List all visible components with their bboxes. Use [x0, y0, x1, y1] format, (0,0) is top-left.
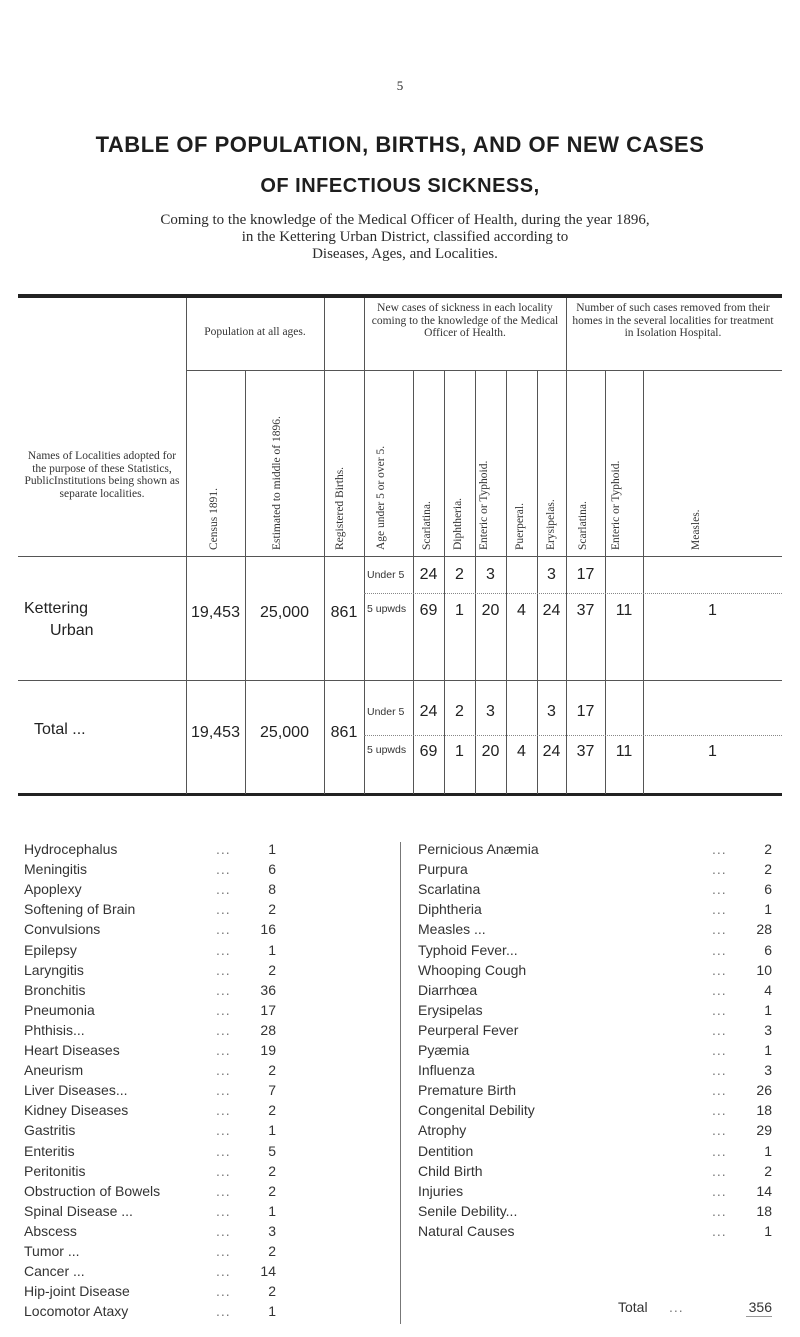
dot-leader: ...	[216, 941, 231, 958]
cause-count: 2	[268, 1102, 276, 1119]
cause-row	[24, 982, 276, 1002]
dot-leader: ...	[712, 981, 727, 998]
cause-name: Typhoid Fever...	[418, 941, 518, 958]
cause-count: 1	[268, 941, 276, 958]
cause-row	[418, 1183, 772, 1203]
cause-count: 2	[764, 861, 772, 878]
locality-name: Total ...	[34, 721, 86, 738]
cause-row	[418, 881, 772, 901]
cause-row	[418, 962, 772, 982]
cases-value: 24	[419, 703, 438, 720]
dot-leader: ...	[216, 1122, 231, 1139]
removed-value: 17	[576, 566, 595, 583]
census-value: 19,453	[191, 724, 240, 741]
cause-name: Hip-joint Disease	[24, 1283, 130, 1300]
cause-count: 36	[260, 981, 276, 998]
cause-row	[418, 1062, 772, 1082]
cause-row	[24, 1183, 276, 1203]
removed-value: 37	[576, 602, 595, 619]
population-group-header: Population at all ages.	[204, 326, 306, 338]
cause-row	[24, 921, 276, 941]
cause-row	[24, 861, 276, 881]
dot-leader: ...	[712, 841, 727, 857]
cause-name: Phthisis...	[24, 1021, 85, 1038]
age-group-label: 5 upwds	[367, 744, 407, 756]
table-top-rule	[18, 294, 782, 298]
cause-count: 26	[756, 1082, 772, 1099]
age-group-label: Under 5	[367, 569, 405, 581]
cause-row	[24, 881, 276, 901]
cause-count: 8	[268, 881, 276, 898]
cause-count: 7	[268, 1082, 276, 1099]
cause-name: Gastritis	[24, 1122, 76, 1139]
cause-name: Obstruction of Bowels	[24, 1182, 161, 1199]
cause-row	[24, 1303, 276, 1323]
removed-enteric-column-header: Enteric or Typhoid.	[610, 460, 622, 550]
estimated-value: 25,000	[260, 724, 309, 741]
census-value: 19,453	[191, 604, 240, 621]
cause-row	[418, 1122, 772, 1142]
cause-row	[418, 921, 772, 941]
cause-name: Premature Birth	[418, 1082, 517, 1099]
cause-count: 10	[756, 961, 772, 978]
dot-leader: ...	[712, 1182, 727, 1199]
dot-leader: ...	[712, 1162, 727, 1179]
cases-value: 3	[547, 566, 556, 583]
dot-leader: ...	[216, 1102, 231, 1119]
cases-value: 69	[419, 602, 438, 619]
cases-value: 1	[455, 602, 464, 619]
diphtheria-column-header: Diphtheria.	[452, 497, 464, 550]
new-cases-group-header: New cases of sickness in each locality coming to the knowledge of the Medical Officer of Health.	[371, 302, 559, 339]
cause-row	[24, 1163, 276, 1183]
cause-count: 3	[764, 1021, 772, 1038]
estimated-column-header: Estimated to middle of 1896.	[271, 416, 283, 550]
cause-row	[24, 1223, 276, 1243]
cause-name: Epilepsy	[24, 941, 77, 958]
cause-count: 6	[764, 881, 772, 898]
cause-row	[418, 1082, 772, 1102]
total-label: Total	[618, 1299, 648, 1315]
dot-leader: ...	[216, 1042, 231, 1058]
removed-value: 1	[708, 602, 717, 619]
dot-leader: ...	[216, 1202, 231, 1219]
cause-row	[418, 1223, 772, 1243]
total-underline	[746, 1316, 772, 1317]
cause-count: 2	[268, 1243, 276, 1259]
cause-name: Cancer ...	[24, 1263, 85, 1280]
col-divider	[324, 298, 325, 794]
dot-leader: ...	[712, 861, 727, 878]
header-divider	[186, 370, 782, 371]
cases-value: 3	[486, 703, 495, 720]
dot-leader: ...	[216, 1082, 231, 1099]
dot-leader: ...	[712, 1082, 727, 1099]
cause-count: 5	[268, 1142, 276, 1159]
cause-count: 2	[764, 841, 772, 857]
intro-paragraph	[30, 212, 780, 263]
births-column-header: Registered Births.	[334, 466, 346, 550]
cause-name: Abscess	[24, 1222, 77, 1239]
cause-row	[418, 901, 772, 921]
dot-leader: ...	[712, 1001, 727, 1018]
cause-row	[24, 1062, 276, 1082]
cause-count: 29	[756, 1122, 772, 1139]
dot-leader: ...	[216, 961, 231, 978]
dot-leader: ...	[216, 1263, 231, 1280]
cause-name: Hydrocephalus	[24, 841, 118, 857]
cause-count: 18	[756, 1102, 772, 1119]
cause-count: 1	[764, 1142, 772, 1159]
cause-name: Injuries	[418, 1182, 464, 1199]
cause-name: Influenza	[418, 1062, 475, 1079]
cause-name: Purpura	[418, 861, 468, 878]
cause-row	[418, 1102, 772, 1122]
cause-row	[24, 1002, 276, 1022]
erysipelas-column-header: Erysipelas.	[545, 499, 557, 550]
cause-count: 19	[260, 1042, 276, 1058]
col-divider	[605, 370, 606, 794]
cause-count: 1	[268, 1122, 276, 1139]
cause-name: Bronchitis	[24, 981, 86, 998]
cause-count: 2	[268, 901, 276, 918]
dot-leader: ...	[216, 1303, 231, 1320]
dot-leader: ...	[216, 1182, 231, 1199]
dot-leader: ...	[216, 981, 231, 998]
cause-row	[418, 841, 772, 861]
list-divider	[400, 842, 401, 1324]
cause-name: Diphtheria	[418, 901, 482, 918]
page-number: 5	[396, 78, 404, 93]
intro-line: Diseases, Ages, and Localities.	[312, 246, 498, 262]
removed-value: 11	[615, 602, 633, 619]
cause-name: Heart Diseases	[24, 1042, 120, 1058]
births-value: 861	[330, 604, 358, 621]
cause-count: 2	[764, 1162, 772, 1179]
cause-count: 1	[764, 1222, 772, 1239]
scarlatina-column-header: Scarlatina.	[421, 501, 433, 550]
cause-row	[418, 861, 772, 881]
cause-count: 28	[260, 1021, 276, 1038]
cases-value: 3	[486, 566, 495, 583]
cause-count: 4	[764, 981, 772, 998]
dot-leader: ...	[216, 861, 231, 878]
cause-count: 6	[268, 861, 276, 878]
cause-name: Locomotor Ataxy	[24, 1303, 129, 1320]
cause-row	[24, 1263, 276, 1283]
cause-name: Whooping Cough	[418, 961, 527, 978]
cause-count: 28	[756, 921, 772, 938]
cause-name: Pneumonia	[24, 1001, 95, 1018]
dot-leader: ...	[216, 1283, 231, 1300]
cause-name: Meningitis	[24, 861, 88, 878]
dot-leader: ...	[712, 901, 727, 918]
enteric-column-header: Enteric or Typhoid.	[478, 460, 490, 550]
removed-group-header: Number of such cases removed from their homes in the several localities for treatment in Isolation Hospital.	[572, 302, 774, 339]
dot-leader: ...	[216, 901, 231, 918]
cause-name: Enteritis	[24, 1142, 75, 1159]
sub-row-divider	[364, 735, 782, 736]
dot-leader: ...	[712, 1042, 727, 1058]
cause-name: Aneurism	[24, 1062, 84, 1079]
sub-row-divider	[364, 593, 782, 594]
cause-name: Natural Causes	[418, 1222, 515, 1239]
cases-value: 4	[517, 602, 526, 619]
cause-name: Dentition	[418, 1142, 474, 1159]
cause-name: Kidney Diseases	[24, 1102, 129, 1119]
removed-scarlatina-column-header: Scarlatina.	[577, 501, 589, 550]
header-bottom-rule	[18, 556, 782, 557]
cause-row	[24, 1082, 276, 1102]
cause-row	[24, 1042, 276, 1062]
locality-name: Kettering	[24, 600, 89, 617]
cause-count: 2	[268, 1182, 276, 1199]
cause-name: Erysipelas	[418, 1001, 483, 1018]
cause-count: 2	[268, 1283, 276, 1300]
cause-count: 2	[268, 1162, 276, 1179]
cause-name: Child Birth	[418, 1162, 483, 1179]
dot-leader: ...	[216, 1001, 231, 1018]
dot-leader: ...	[216, 1222, 231, 1239]
cause-row	[24, 1283, 276, 1303]
cause-row	[418, 1042, 772, 1062]
dot-leader: ...	[216, 841, 231, 857]
cause-name: Tumor ...	[24, 1243, 80, 1259]
cause-count: 3	[764, 1062, 772, 1079]
dot-leader: ...	[712, 1122, 727, 1139]
cause-count: 1	[268, 1202, 276, 1219]
cause-row	[24, 962, 276, 982]
cause-name: Spinal Disease ...	[24, 1202, 133, 1219]
page-title: TABLE OF POPULATION, BIRTHS, AND OF NEW CASES	[95, 132, 705, 157]
row-divider	[18, 680, 782, 681]
cause-name: Pernicious Anæmia	[418, 841, 539, 857]
estimated-value: 25,000	[260, 604, 309, 621]
cause-row	[24, 901, 276, 921]
cause-row	[418, 1163, 772, 1183]
cause-count: 17	[260, 1001, 276, 1018]
col-divider	[643, 370, 644, 794]
dot-leader: ...	[216, 1142, 231, 1159]
cases-value: 20	[481, 743, 500, 760]
cause-name: Laryngitis	[24, 961, 84, 978]
cause-name: Peritonitis	[24, 1162, 86, 1179]
cause-row	[24, 1143, 276, 1163]
cause-count: 1	[268, 841, 276, 857]
cause-name: Liver Diseases...	[24, 1082, 128, 1099]
cause-count: 1	[764, 1001, 772, 1018]
cause-count: 2	[268, 961, 276, 978]
census-column-header: Census 1891.	[208, 488, 220, 550]
cause-name: Atrophy	[418, 1122, 467, 1139]
cause-row	[24, 1022, 276, 1042]
cause-row	[24, 841, 276, 861]
removed-value: 11	[615, 743, 633, 760]
dot-leader: ...	[216, 1062, 231, 1079]
puerperal-column-header: Puerperal.	[514, 503, 526, 550]
age-group-label: Under 5	[367, 706, 405, 718]
dot-leader: ...	[712, 961, 727, 978]
intro-line: in the Kettering Urban District, classified according to	[241, 229, 569, 245]
cause-row	[418, 942, 772, 962]
cause-count: 1	[764, 901, 772, 918]
removed-value: 1	[708, 743, 717, 760]
cause-row	[418, 1203, 772, 1223]
dot-leader: ...	[712, 1102, 727, 1119]
dot-leader: ...	[712, 881, 727, 898]
dot-leader: ...	[712, 1142, 727, 1159]
cause-row	[418, 1002, 772, 1022]
dot-leader: ...	[712, 1202, 727, 1219]
cause-name: Senile Debility...	[418, 1202, 518, 1219]
cause-count: 1	[268, 1303, 276, 1320]
cause-row	[24, 1203, 276, 1223]
locality-name: Urban	[50, 622, 94, 639]
dot-leader: ...	[712, 1021, 727, 1038]
cause-name: Softening of Brain	[24, 901, 136, 918]
age-group-label: 5 upwds	[367, 603, 407, 615]
cases-value: 20	[481, 602, 500, 619]
cause-name: Peurperal Fever	[418, 1021, 519, 1038]
dot-leader: ...	[216, 921, 231, 938]
cause-row	[418, 1022, 772, 1042]
dot-leader: ...	[216, 1021, 231, 1038]
cases-value: 4	[517, 743, 526, 760]
dot-leader: ...	[712, 941, 727, 958]
cause-name: Convulsions	[24, 921, 101, 938]
cases-value: 1	[455, 743, 464, 760]
dot-leader: ...	[712, 1222, 727, 1239]
intro-line: Coming to the knowledge of the Medical Officer of Health, during the year 1896,	[160, 212, 650, 228]
cases-value: 24	[542, 743, 561, 760]
cause-row	[418, 982, 772, 1002]
cause-name: Pyæmia	[418, 1042, 470, 1058]
dot-leader: ...	[712, 1062, 727, 1079]
total-leader: ...	[669, 1299, 684, 1315]
cause-count: 14	[260, 1263, 276, 1280]
removed-measles-column-header: Measles.	[690, 509, 702, 550]
cases-value: 3	[547, 703, 556, 720]
cause-count: 14	[756, 1182, 772, 1199]
table-bottom-rule	[18, 793, 782, 796]
cause-row	[24, 1122, 276, 1142]
localities-header: Names of Localities adopted for the purpose of these Statistics, PublicInstitutions being shown as separate localities.	[24, 450, 180, 500]
col-divider	[364, 298, 365, 794]
col-divider	[506, 370, 507, 794]
cause-count: 6	[764, 941, 772, 958]
cases-value: 24	[419, 566, 438, 583]
removed-value: 17	[576, 703, 595, 720]
cause-count: 2	[268, 1062, 276, 1079]
cause-row	[24, 1102, 276, 1122]
col-divider	[186, 298, 187, 794]
cases-value: 69	[419, 743, 438, 760]
dot-leader: ...	[712, 921, 727, 938]
cause-count: 1	[764, 1042, 772, 1058]
age-column-header: Age under 5 or over 5.	[375, 445, 387, 550]
cases-value: 2	[455, 703, 464, 720]
births-value: 861	[330, 724, 358, 741]
page-subtitle: OF INFECTIOUS SICKNESS,	[260, 175, 540, 197]
cause-row	[24, 942, 276, 962]
cause-count: 16	[260, 921, 276, 938]
cause-count: 3	[268, 1222, 276, 1239]
cause-name: Measles ...	[418, 921, 486, 938]
cause-name: Congenital Debility	[418, 1102, 535, 1119]
dot-leader: ...	[216, 881, 231, 898]
cause-name: Apoplexy	[24, 881, 82, 898]
cases-value: 2	[455, 566, 464, 583]
cases-value: 24	[542, 602, 561, 619]
total-value: 356	[748, 1299, 772, 1315]
cause-row	[24, 1243, 276, 1263]
cause-name: Diarrhœa	[418, 981, 478, 998]
dot-leader: ...	[216, 1162, 231, 1179]
cause-name: Scarlatina	[418, 881, 481, 898]
dot-leader: ...	[216, 1243, 231, 1259]
cause-row	[418, 1143, 772, 1163]
removed-value: 37	[576, 743, 595, 760]
cause-count: 18	[756, 1202, 772, 1219]
